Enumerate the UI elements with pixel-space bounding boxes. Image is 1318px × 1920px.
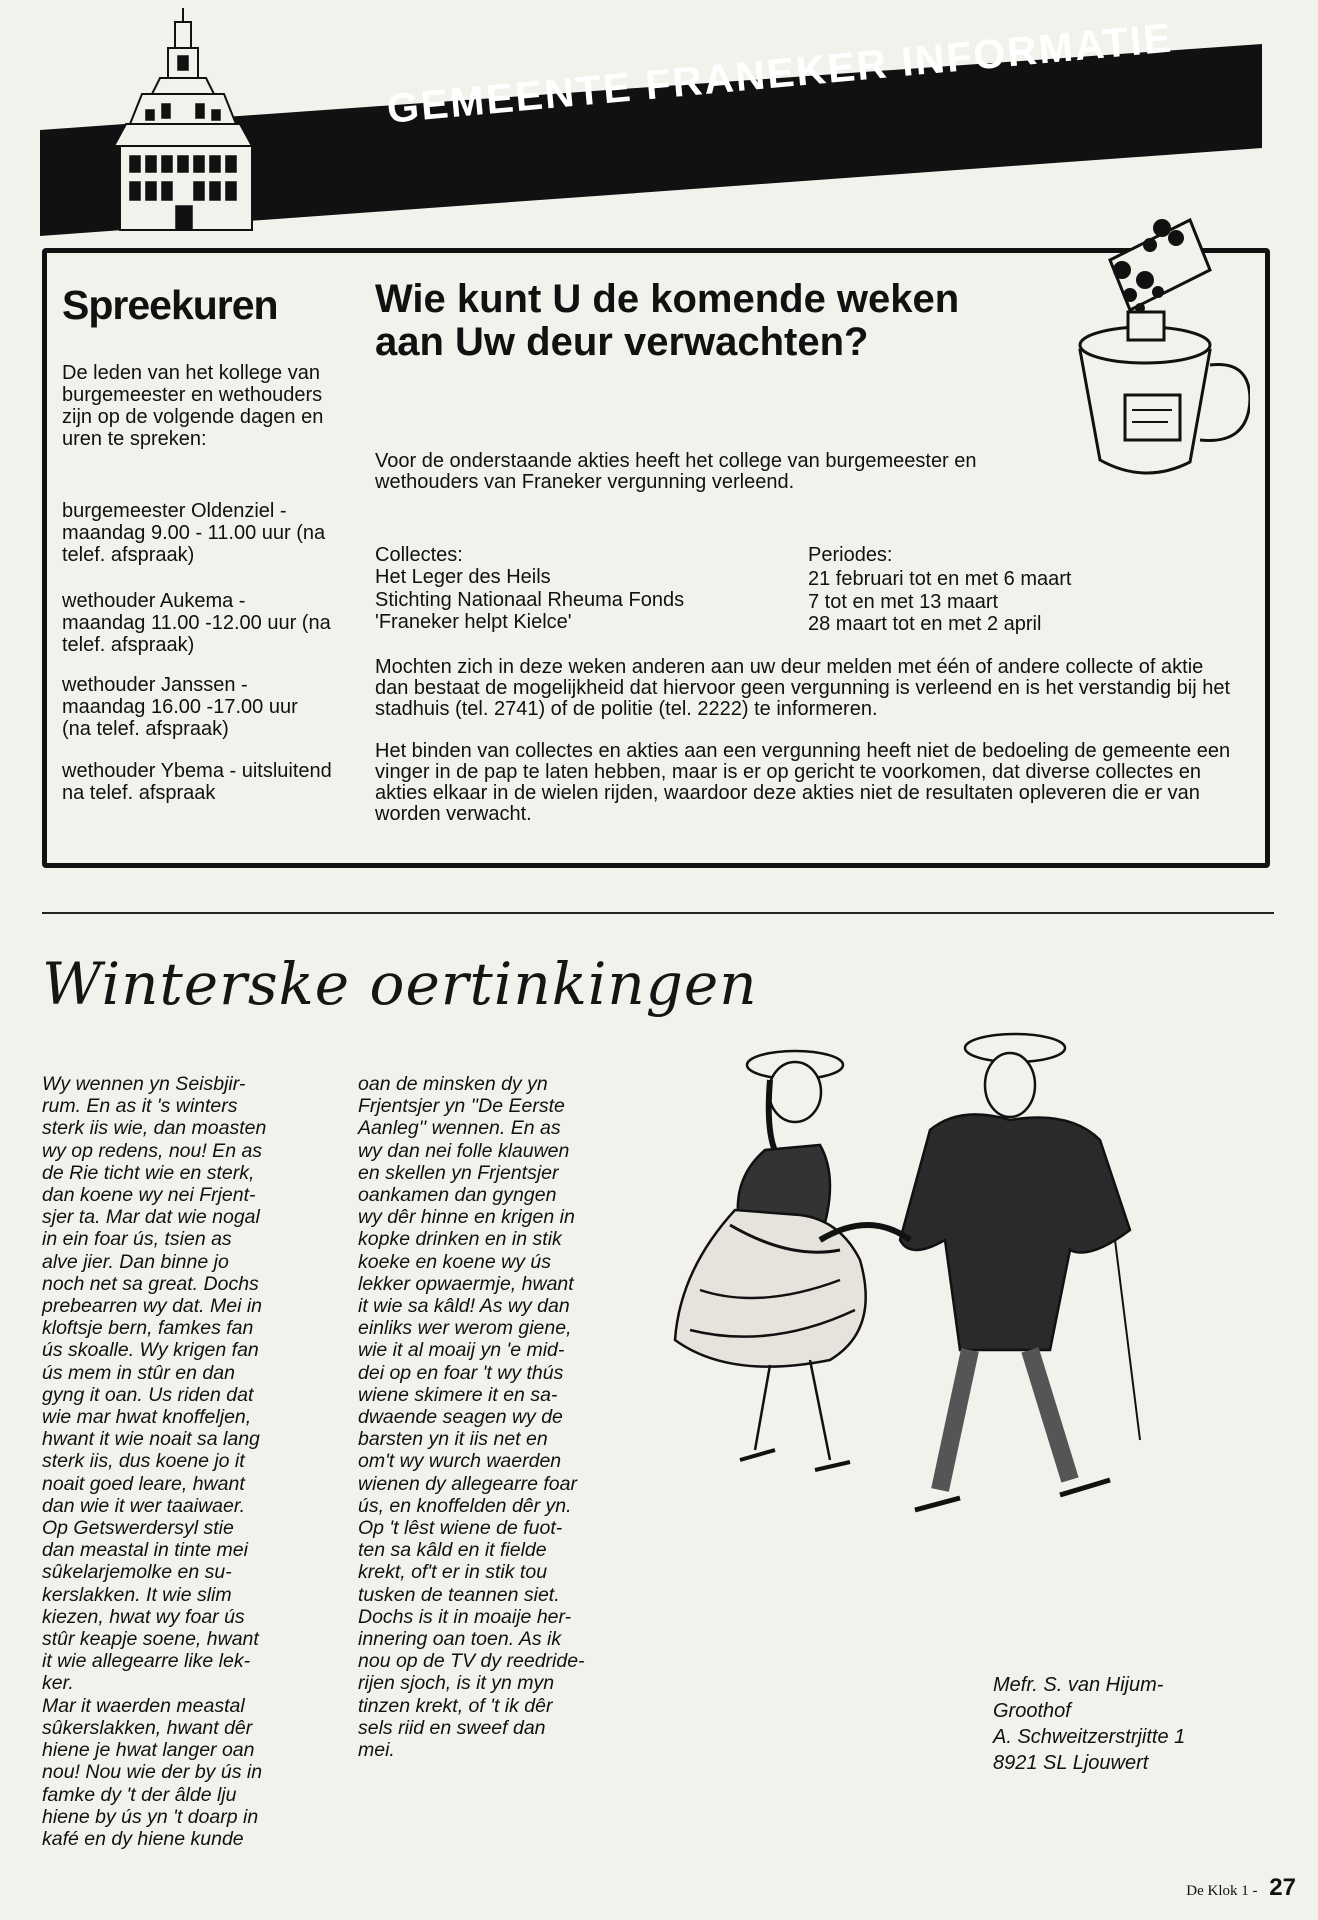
spreekuren-intro: De leden van het kollege van burgemeester en wethouders zijn op de volgende dagen en uren te spreken: (62, 362, 324, 450)
spreekuren-entry: wethouder Ybema - uitsluitend na telef. afspraak (62, 760, 332, 804)
banner-title: GEMEENTE FRANEKER INFORMATIE (385, 14, 1175, 132)
collecte-item: 'Franeker helpt Kielce' (375, 611, 572, 633)
page-number: 27 (1269, 1874, 1296, 1901)
spreekuren-entry: wethouder Janssen - maandag 16.00 -17.00 uur (na telef. afspraak) (62, 674, 298, 740)
spreekuren-entry: wethouder Aukema - maandag 11.00 -12.00 uur (na telef. afspraak) (62, 590, 331, 656)
author-caption: Mefr. S. van Hijum- Groothof A. Schweitzerstrjitte 1 8921 SL Ljouwert (993, 1674, 1186, 1774)
article-column-2: oan de minsken dy yn Frjentsjer yn ''De Eerste Aanleg'' wennen. En as wy dan nei folle klauwen en skellen yn Frjentsjer oankamen dan gyngen wy dêr hinne en krigen in kopke drinken en in stik koeke en koene wy ús lekker opwaermje, hwant it wie sa kâld! As wy dan einliks wer werom giene, wie it al moaij yn 'e mid- dei op en foar 't wy thús wiene skimere it en sa- dwaende seagen wy de barsten yn it iis net en om't wy wurch waerden wienen dy allegearre foar ús, en knoffelden dêr yn. Op 't lêst wiene de fuot- ten sa kâld en it fielde krekt, of't er in stik tou tusken de teannen siet. Dochs is it in moaije her- innering oan toen. As ik nou op de TV dy reedride- rijen sjoch, is it yn myn tinzen krekt, of 't ik dêr sels riid en sweef dan mei. (358, 1073, 585, 1762)
town-hall-icon (114, 8, 252, 230)
periode-item: 21 februari tot en met 6 maart (808, 568, 1072, 590)
spreekuren-title: Spreekuren (62, 282, 278, 328)
magazine-name: De Klok 1 (1186, 1883, 1249, 1899)
periodes-header: Periodes: (808, 544, 893, 566)
collecte-item: Stichting Nationaal Rheuma Fonds (375, 589, 685, 611)
aktie-body-2: Het binden van collectes en akties aan een vergunning heeft niet de bedoeling de gemeente een vinger in de pap te laten hebben, maar is er op gericht te voorkomen, dat diverse collectes en akties elkaar in de wielen rijden, waardoor deze akties niet de resultaten opleveren die er van worden verwacht. (375, 740, 1231, 825)
article-column-1: Wy wennen yn Seisbjir- rum. En as it 's winters sterk iis wie, dan moasten wy op redens, nou! En as de Rie ticht wie en sterk, dan koene wy nei Frjent- sjer ta. Mar dat wie nogal in ein foar ús, tsien as alve jier. Dan binne jo noch net sa great. Dochs prebearren wy dat. Mei in kloftsje bern, famkes fan ús skoalle. Wy krigen fan ús mem in stûr en dan gyng it oan. Us riden dat wie mar hwat knoffeljen, hwant it wie noait sa lang sterk iis, dus koene jo it noait goed leare, hwant dan wie it wer taaiwaer. Op Getswerdersyl stie dan meastal in tinte mei sûkelarjemolke en su- kerslakken. It wie slim kiezen, hwat wy foar ús stûr keapje soene, hwant it wie allegearre like lek- ker. Mar it waerden meastal sûkerslakken, hwant dêr hiene je hwat langer oan nou! Nou wie der by ús in famke dy 't der âlde lju hiene by ús yn 't doarp in kafé en dy hiene kunde (42, 1073, 267, 1850)
skaters-illustration (670, 1010, 1230, 1570)
periode-item: 28 maart tot en met 2 april (808, 613, 1042, 635)
collection-can-icon (1050, 200, 1250, 500)
section-divider (42, 912, 1274, 914)
periode-item: 7 tot en met 13 maart (808, 591, 999, 613)
collectes-header: Collectes: (375, 544, 463, 566)
page-footer (1186, 1874, 1296, 1902)
aktie-body-1: Mochten zich in deze weken anderen aan uw deur melden met één of andere collecte of aktie dan bestaat de mogelijkheid dat hiervoor geen vergunning is verleend en is het verstandig bij het stadhuis (tel. 2741) of de politie (tel. 2222) te informeren. (375, 656, 1230, 720)
footer-separator: - (1252, 1883, 1258, 1899)
article-title: Winterske oertinkingen (42, 950, 758, 1018)
aktie-title: Wie kunt U de komende weken aan Uw deur verwachten? (375, 277, 960, 364)
collecte-item: Het Leger des Heils (375, 566, 551, 588)
aktie-intro: Voor de onderstaande akties heeft het college van burgemeester en wethouders van Franeker vergunning verleend. (375, 450, 977, 493)
spreekuren-entry: burgemeester Oldenziel - maandag 9.00 - 11.00 uur (na telef. afspraak) (62, 500, 326, 566)
